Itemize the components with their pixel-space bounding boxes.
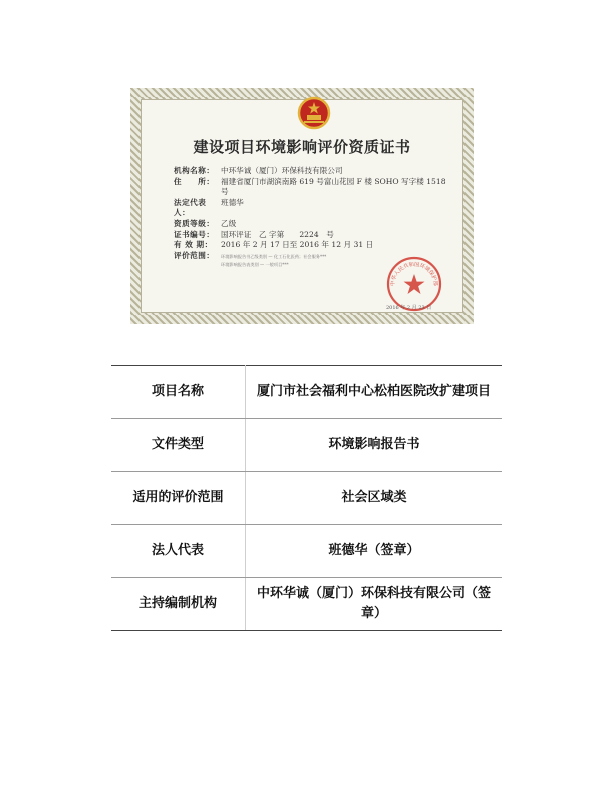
row-value: 社会区域类 (246, 472, 503, 525)
table-row (111, 366, 502, 419)
issue-date: 2016 年 2 月 23 日 (386, 305, 432, 311)
field-label: 证书编号： (174, 229, 215, 239)
national-emblem-icon (296, 96, 332, 130)
certificate-field (174, 177, 454, 198)
row-label: 法人代表 (111, 525, 246, 578)
row-value: 班德华（签章） (246, 525, 503, 578)
certificate-title: 建设项目环境影响评价资质证书 (193, 138, 411, 156)
row-label: 主持编制机构 (111, 578, 246, 631)
seal-text: 中华人民共和国环境保护部 (389, 261, 439, 287)
table-row (111, 472, 502, 525)
certificate-fields (174, 166, 454, 268)
certificate-field (174, 219, 454, 230)
field-value: 福建省厦门市湖滨南路 619 号富山花园 F 楼 SOHO 写字楼 1518 号 (221, 176, 446, 197)
field-label: 住 所： (174, 176, 215, 186)
row-value: 厦门市社会福利中心松柏医院改扩建项目 (246, 366, 503, 419)
field-value: 国环评证 乙 字第 2224 号 (221, 229, 334, 239)
row-label: 项目名称 (111, 366, 246, 419)
field-label: 法定代表人： (174, 197, 207, 218)
field-label: 评价范围： (174, 250, 215, 260)
table-row (111, 419, 502, 472)
certificate-field (174, 240, 454, 251)
field-label: 有 效 期： (174, 240, 213, 250)
certificate-field (174, 198, 454, 219)
row-value: 中环华诚（厦门）环保科技有限公司（签章） (246, 578, 503, 631)
certificate-inner (141, 99, 463, 313)
certificate-image (130, 88, 474, 324)
certificate-field (174, 230, 454, 241)
table-row (111, 578, 502, 631)
field-value: 班德华 (221, 197, 244, 207)
field-value: 2016 年 2 月 17 日至 2016 年 12 月 31 日 (221, 240, 374, 250)
row-label: 适用的评价范围 (111, 472, 246, 525)
row-label: 文件类型 (111, 419, 246, 472)
field-label: 机构名称： (174, 166, 215, 175)
row-value: 环境影响报告书 (246, 419, 503, 472)
certificate-field (174, 166, 454, 177)
scope-note: 环境影响报告表类别 — 一般项目*** (221, 262, 289, 268)
field-value: 环境影响报告书乙级类别 — 化工石化医药；社会服务*** (221, 253, 327, 259)
field-label: 资质等级： (174, 218, 215, 228)
project-info-table (111, 365, 502, 631)
field-value: 乙级 (221, 218, 237, 228)
field-value: 中环华诚（厦门）环保科技有限公司 (221, 166, 343, 175)
table-row (111, 525, 502, 578)
